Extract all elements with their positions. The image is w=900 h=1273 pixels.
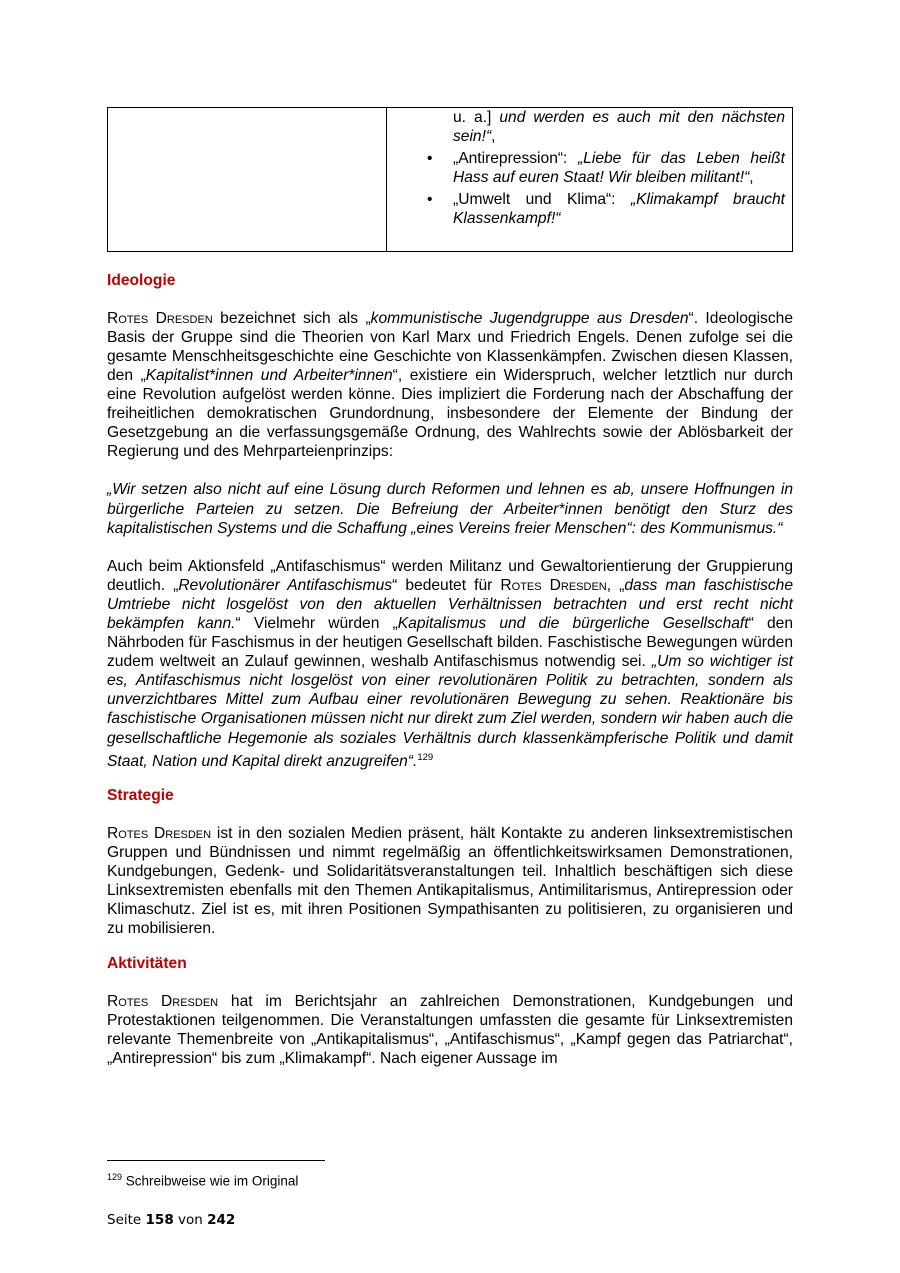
footnote: $^{129}$ Schreibweise wie im Original [107, 1172, 299, 1189]
list-item: u. a.] und werden es auch mit den nächsten sein!“, [453, 109, 785, 146]
section-heading-aktivitaeten: Aktivitäten [107, 954, 187, 972]
strategie-paragraph: Rotes Dresden ist in den sozialen Medien präsent, hält Kontakte zu anderen linksextremistischen Gruppen und Bündnissen und nimmt regelmäßig an öffentlichkeitswirksamen Demonstrationen, Kundgebungen, Gedenk- und Solidaritätsveranstaltungen teil. Inhaltlich beschäftigen sich diese Linksextremisten ebenfalls mit den Themen Antikapitalismus, Antimilitarismus, Antirepression oder Klimaschutz. Ziel ist es, mit ihren Positionen Sympathisanten zu politisieren, zu organisieren und zu mobilisieren. [107, 825, 793, 938]
section-heading-ideologie: Ideologie [107, 271, 176, 289]
table-cell-left [108, 108, 387, 252]
aktivitaeten-paragraph: Rotes Dresden hat im Berichtsjahr an zahlreichen Demonstrationen, Kundgebungen und Protestaktionen teilgenommen. Die Veranstaltungen umfassten die gesamte für Linksextremisten relevante Themenbreite von „Antikapitalismus“, „Antifaschismus“, „Kampf gegen das Patriarchat“, „Antirepression“ bis zum „Klimakampf“. Nach eigener Aussage im [107, 992, 793, 1067]
section-heading-strategie: Strategie [107, 786, 174, 804]
slogan-table [107, 107, 793, 252]
footnote-divider [107, 1160, 325, 1161]
list-item: • „Antirepression“: „Liebe für das Leben heißt Hass auf euren Staat! Wir bleiben militant!“, [394, 149, 785, 187]
ideologie-paragraph: Rotes Dresden bezeichnet sich als „kommunistische Jugendgruppe aus Dresden“. Ideologische Basis der Gruppe sind die Theorien von Karl Marx und Friedrich Engels. Denen zufolge sei die gesamte Menschheitsgeschichte eine Geschichte von Klassenkämpfen. Zwischen diesen Klassen, den „Kapitalist*innen und Arbeiter*innen“, existiere ein Widerspruch, welcher letztlich nur durch eine Revolution aufgelöst werden könne. Dies impliziert die Forderung nach der Abschaffung der freiheitlichen demokratischen Grundordnung, insbesondere der Elemente der Bindung der Gesetzgebung an die verfassungsgemäße Ordnung, des Wahlrechts sowie der Ablösbarkeit der Regierung und des Mehrparteienprinzips: [107, 309, 793, 461]
page-content [107, 107, 793, 1068]
ideologie-quote: „Wir setzen also nicht auf eine Lösung durch Reformen und lehnen es ab, unsere Hoffnungen in bürgerliche Parteien zu setzen. Die Befreiung der Arbeiter*innen benötigt den Sturz des kapitalistischen Systems und die Schaffung „eines Vereins freier Menschen“: des Kommunismus.“ [107, 481, 793, 537]
footnote-reference[interactable]: 129 [417, 751, 434, 763]
list-item: • „Umwelt und Klima“: „Klimakampf braucht Klassenkampf!“ [394, 190, 785, 228]
page-number: Seite 158 von 242 [107, 1212, 236, 1228]
antifaschismus-paragraph: Auch beim Aktionsfeld „Antifaschismus“ werden Militanz und Gewaltorientierung der Gruppierung deutlich. „Revolutionärer Antifaschismus“ bedeutet für Rotes Dresden, „dass man faschistische Umtriebe nicht losgelöst von den aktuellen Verhältnissen betrachten und erst recht nicht bekämpfen kann.“ Vielmehr würden „Kapitalismus und die bürgerliche Gesellschaft“ den Nährboden für Faschismus in der heutigen Gesellschaft bilden. Faschistische Bewegungen würden zudem weltweit an Zulauf gewinnen, weshalb Antifaschismus notwendig sei. „Um so wichtiger ist es, Antifaschismus nicht losgelöst von einer revolutionären Politik zu betrachten, sondern als unverzichtbares Mittel zum Aufbau einer revolutionären Bewegung zu sehen. Reaktionäre bis faschistische Organisationen müssen nicht nur direkt zum Ziel werden, sondern wir haben auch die gesellschaftliche Hegemonie als soziales Verhältnis durch klassenkämpferische Politik und damit Staat, Nation und Kapital direkt anzugreifen“.$^{129}$ [107, 557, 794, 770]
slogan-list [394, 108, 785, 229]
table-cell-right [387, 108, 793, 252]
